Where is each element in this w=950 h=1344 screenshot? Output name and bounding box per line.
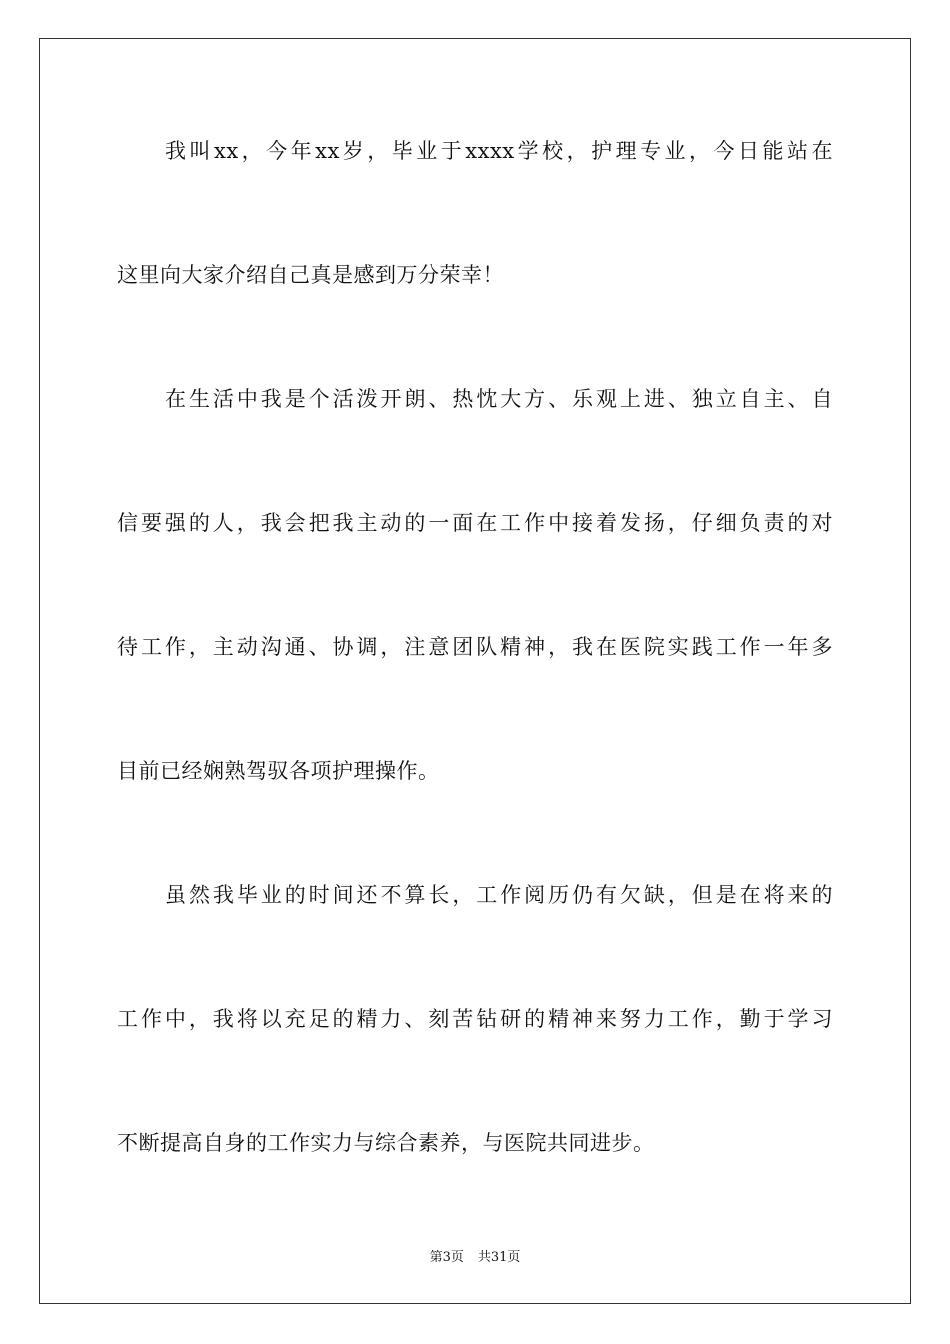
page-footer (0, 1250, 950, 1266)
page-number: 第3页 (429, 1250, 464, 1265)
page-border (39, 38, 911, 1304)
paragraph-line: 不断提高自身的工作实力与综合素养，与医院共同进步。 (117, 1131, 655, 1155)
paragraph-line: 这里向大家介绍自己真是感到万分荣幸！ (117, 263, 504, 287)
paragraph-line: 虽然我毕业的时间还不算长，工作阅历仍有欠缺，但是在将来的 (165, 883, 833, 907)
paragraph-line: 在生活中我是个活泼开朗、热忱大方、乐观上进、独立自主、自 (165, 387, 833, 411)
paragraph-line: 工作中，我将以充足的精力、刻苦钻研的精神来努力工作，勤于学习 (117, 1007, 833, 1031)
paragraph-line: 待工作，主动沟通、协调，注意团队精神，我在医院实践工作一年多 (117, 635, 833, 659)
paragraph-line: 我叫xx，今年xx岁，毕业于xxxx学校，护理专业，今日能站在 (165, 139, 833, 163)
page-total: 共31页 (477, 1250, 521, 1265)
paragraph-line: 目前已经娴熟驾驭各项护理操作。 (117, 759, 440, 783)
paragraph-line: 信要强的人，我会把我主动的一面在工作中接着发扬，仔细负责的对 (117, 511, 833, 535)
